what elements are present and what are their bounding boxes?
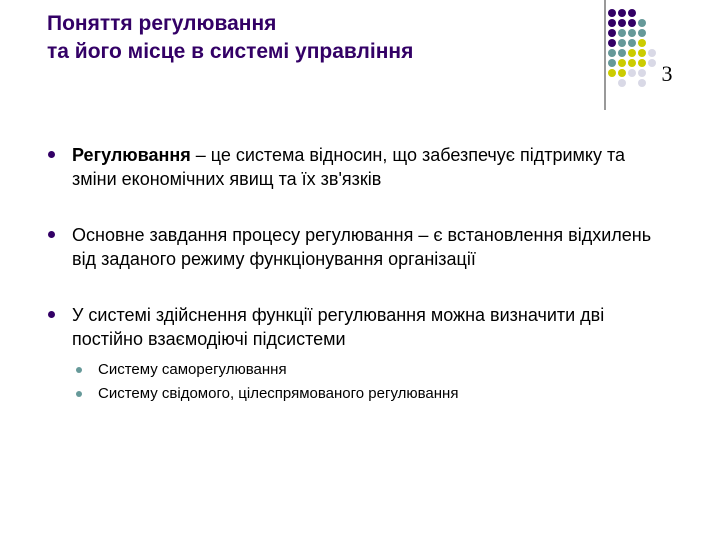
decorative-dot [628, 49, 636, 57]
sub-bullet-list [72, 358, 668, 406]
slide-title-line-2: та його місце в системі управління [47, 40, 414, 63]
sub-item-purposeful-regulation [72, 382, 668, 406]
bullet-text: У системі здійснення функції регулювання можна визначити дві постійно взаємодіючі підсистеми [72, 305, 605, 349]
decorative-vertical-line [604, 0, 606, 110]
decorative-dot [608, 39, 616, 47]
bullet-text: Основне завдання процесу регулювання – є встановлення відхилень від заданого режиму функціонування організації [72, 225, 652, 269]
decorative-dot [628, 9, 636, 17]
decorative-dot [608, 49, 616, 57]
decorative-dot [638, 49, 646, 57]
bullet-item-main-task [48, 223, 668, 271]
sub-bullet-dot-icon [76, 367, 82, 373]
decorative-dot [628, 59, 636, 67]
decorative-dot [628, 19, 636, 27]
bullet-item-regulation-definition [48, 143, 668, 191]
sub-item-self-regulation [72, 358, 668, 382]
page-number: 3 [661, 61, 673, 86]
decorative-dot [638, 19, 646, 27]
decorative-dot [628, 39, 636, 47]
bullet-term: Регулювання [72, 145, 191, 165]
decorative-dot-grid [608, 9, 656, 93]
decorative-dot [618, 79, 626, 87]
decorative-dot [608, 19, 616, 27]
decorative-dot [618, 49, 626, 57]
decorative-dot [618, 59, 626, 67]
decorative-dot [618, 19, 626, 27]
decorative-dot [648, 49, 656, 57]
sub-item-text: Систему саморегулювання [98, 361, 287, 378]
bullet-dot-icon [48, 231, 55, 238]
slide-title [47, 10, 587, 66]
decorative-dot [618, 9, 626, 17]
decorative-dot [608, 9, 616, 17]
bullet-dot-icon [48, 311, 55, 318]
sub-item-text: Систему свідомого, цілеспрямованого регулювання [98, 385, 459, 402]
decorative-dot [638, 29, 646, 37]
decorative-dot [618, 69, 626, 77]
sub-bullet-dot-icon [76, 391, 82, 397]
bullet-item-subsystems [48, 303, 668, 406]
bullet-list [48, 143, 668, 406]
decorative-dot [608, 69, 616, 77]
bullet-dot-icon [48, 151, 55, 158]
decorative-dot [638, 79, 646, 87]
decorative-dot [638, 59, 646, 67]
decorative-dot [628, 29, 636, 37]
decorative-dot [628, 69, 636, 77]
decorative-dot [608, 59, 616, 67]
bullet-text: – це система відносин, що забезпечує підтримку та зміни економічних явищ та їх зв'язків [72, 145, 626, 189]
decorative-dot [638, 69, 646, 77]
decorative-dot [618, 39, 626, 47]
slide-title-line-1: Поняття регулювання [47, 12, 277, 35]
decorative-dot [608, 29, 616, 37]
decorative-dot [618, 29, 626, 37]
decorative-dot [638, 39, 646, 47]
